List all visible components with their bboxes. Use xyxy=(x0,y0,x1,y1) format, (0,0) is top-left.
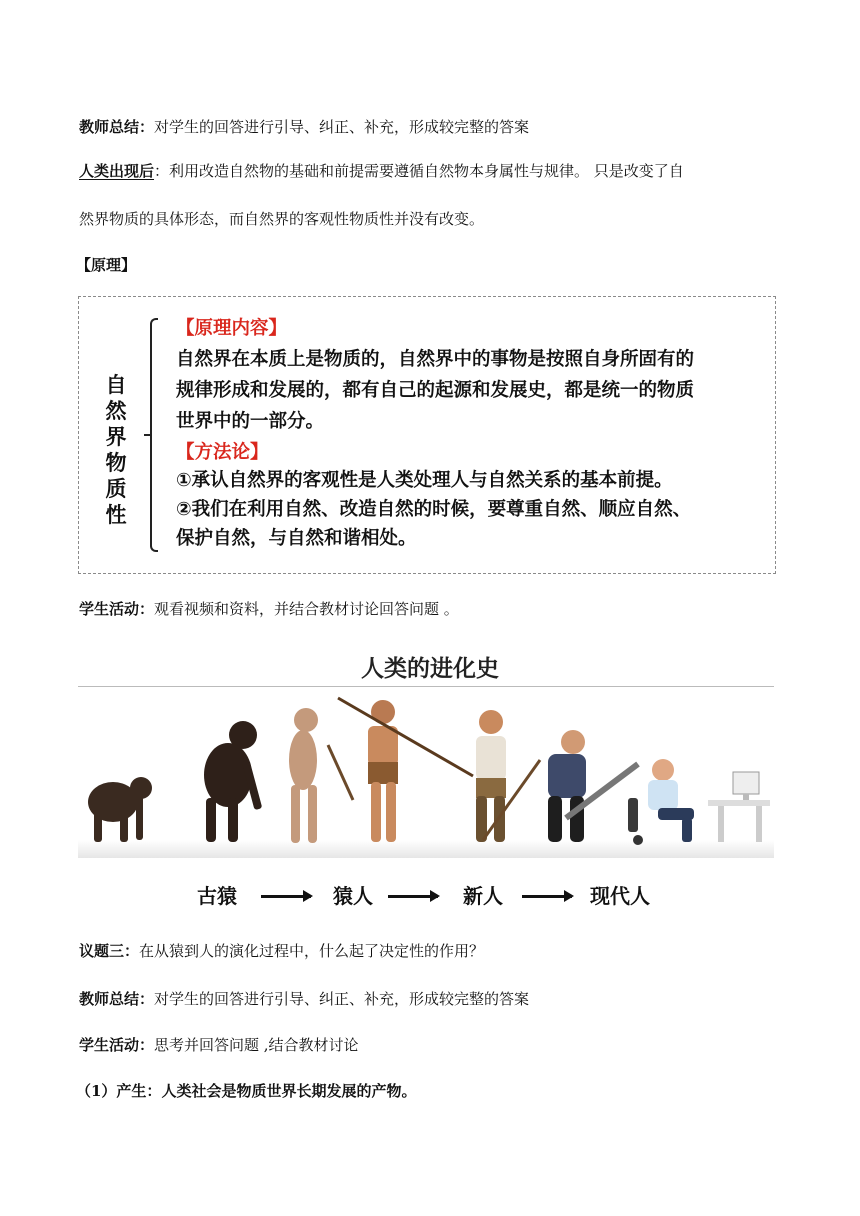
industrial-man-figure xyxy=(548,730,586,842)
student-activity-text: 观看视频和资料，并结合教材讨论回答问题 。 xyxy=(154,600,459,618)
principle-content-heading: 【原理内容】 xyxy=(176,318,288,339)
methodology-line: ①承认自然界的客观性是人类处理人与自然关系的基本前提。 xyxy=(176,470,673,491)
section-principle-heading: 【原理】 xyxy=(76,256,137,274)
hominid-figure xyxy=(289,708,318,843)
after-humans-text: 利用改造自然物的基础和前提需要遵循自然物本身属性与规律。 只是改变了自 xyxy=(169,162,684,180)
student-activity-1 xyxy=(79,598,459,620)
evolution-figures-illustration xyxy=(78,690,774,860)
student-activity-label: 学生活动： xyxy=(79,1036,155,1054)
vtitle-char: 界 xyxy=(105,425,127,449)
teacher-summary-label: 教师总结： xyxy=(79,990,155,1008)
brace-bracket-tip xyxy=(144,434,152,436)
principle-content-line: 规律形成和发展的，都有自己的起源和发展史，都是统一的物质 xyxy=(176,380,695,401)
stage-label: 新人 xyxy=(463,884,503,908)
student-activity-text: 思考并回答问题 ,结合教材讨论 xyxy=(154,1036,359,1054)
vtitle-char: 性 xyxy=(105,503,127,527)
vtitle-char: 物 xyxy=(105,451,127,475)
vtitle-char: 质 xyxy=(105,477,127,501)
vtitle-char: 然 xyxy=(105,399,127,423)
after-humans-colon: ： xyxy=(154,162,170,180)
vtitle-char: 自 xyxy=(105,373,127,397)
after-humans-text-2: 然界物质的具体形态，而自然界的客观性物质性并没有改变。 xyxy=(79,210,485,228)
evolution-title: 人类的进化史 xyxy=(361,656,499,682)
teacher-summary-text: 对学生的回答进行引导、纠正、补充，形成较完整的答案 xyxy=(154,990,530,1008)
methodology-heading: 【方法论】 xyxy=(176,442,269,463)
early-modern-man-figure xyxy=(476,710,506,842)
teacher-summary-2 xyxy=(79,988,529,1010)
teacher-summary-1 xyxy=(79,116,529,138)
topic-three xyxy=(79,940,484,962)
stage-label: 猿人 xyxy=(333,884,373,908)
student-activity-2 xyxy=(79,1034,359,1056)
computer-desk-figure xyxy=(708,772,770,842)
teacher-summary-label: 教师总结： xyxy=(79,118,155,136)
after-humans-label: 人类出现后 xyxy=(79,162,155,180)
methodology-line: 保护自然，与自然和谐相处。 xyxy=(176,528,417,549)
stage-arrow xyxy=(261,895,311,898)
office-worker-figure xyxy=(628,759,694,845)
ape-figure xyxy=(204,721,262,842)
stage-label: 古猿 xyxy=(197,884,237,908)
evolution-title-rule xyxy=(78,686,774,687)
principle-content-line: 世界中的一部分。 xyxy=(176,411,325,432)
topic-three-label: 议题三： xyxy=(79,942,140,960)
after-humans-paragraph xyxy=(79,160,684,182)
origin-point: （1）产生：人类社会是物质世界长期发展的产物。 xyxy=(76,1082,417,1100)
principle-vertical-title xyxy=(103,372,129,528)
after-humans-paragraph-cont xyxy=(79,208,484,230)
teacher-summary-text: 对学生的回答进行引导、纠正、补充，形成较完整的答案 xyxy=(154,118,530,136)
stage-label: 现代人 xyxy=(590,884,650,908)
principle-content-line: 自然界在本质上是物质的，自然界中的事物是按照自身所固有的 xyxy=(176,349,695,370)
student-activity-label: 学生活动： xyxy=(79,600,155,618)
methodology-line: ②我们在利用自然、改造自然的时候，要尊重自然、顺应自然、 xyxy=(176,499,692,520)
caveman-figure xyxy=(368,700,398,842)
topic-three-question: 在从猿到人的演化过程中，什么起了决定性的作用？ xyxy=(139,942,485,960)
stage-arrow xyxy=(388,895,438,898)
ape-figure xyxy=(88,777,152,842)
stage-arrow xyxy=(522,895,572,898)
